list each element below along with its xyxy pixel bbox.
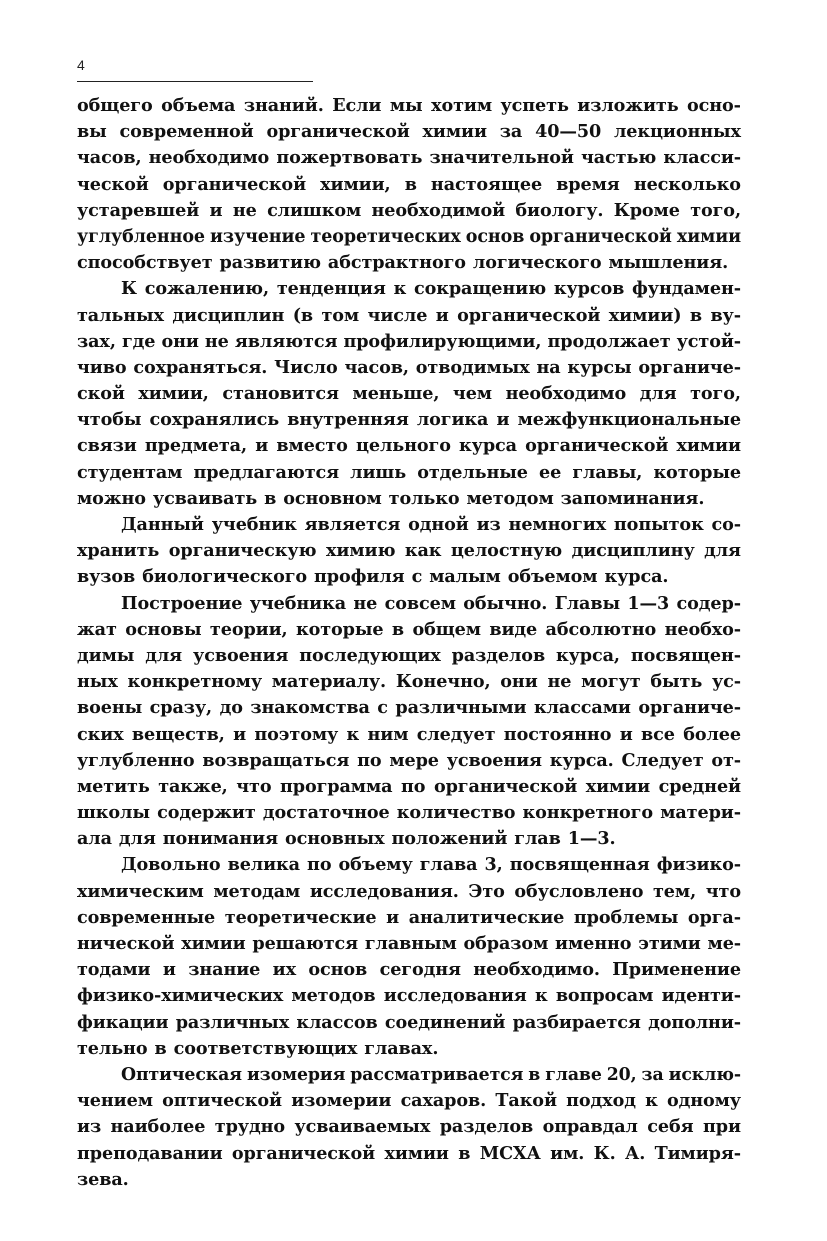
text-line: ных конкретному материалу. Конечно, они не могут быть ус- (77, 671, 741, 693)
text-line: вы современной органической химии за 40—50 лекционных (77, 121, 741, 143)
text-line: ских веществ, и поэтому к ним следует постоянно и все более (77, 723, 741, 745)
text-line: фикации различных классов соединений разбирается дополни- (77, 1011, 741, 1033)
text-line: воены сразу, до знакомства с различными классами органиче- (77, 697, 741, 719)
text-line: Построение учебника не совсем обычно. Главы 1—3 содер- (121, 592, 741, 614)
text-line: тодами и знание их основ сегодня необходимо. Применение (77, 959, 741, 981)
text-line: способствует развитию абстрактного логического мышления. (77, 252, 729, 274)
text-line: зах, где они не являются профилирующими, продолжает устой- (77, 330, 741, 352)
text-line: чтобы сохранялись внутренняя логика и межфункциональные (77, 409, 741, 431)
text-line: Оптическая изомерия рассматривается в главе 20, за исклю- (121, 1064, 741, 1085)
text-line: ческой органической химии, в настоящее время несколько (77, 173, 741, 195)
text-line: устаревшей и не слишком необходимой биологу. Кроме того, (77, 199, 741, 221)
text-line: димы для усвоения последующих разделов курса, посвящен- (77, 644, 741, 666)
text-line: вузов биологического профиля с малым объемом курса. (77, 566, 669, 588)
paragraph-4 (77, 591, 741, 853)
text-line: преподавании органической химии в МСХА им. К. А. Тимиря- (77, 1142, 741, 1164)
text-line: современные теоретические и аналитические проблемы орга- (77, 906, 741, 928)
text-line: жат основы теории, которые в общем виде абсолютно необхо- (77, 618, 741, 640)
page-number: 4 (77, 57, 85, 73)
text-line: зева. (77, 1168, 129, 1190)
text-line: К сожалению, тенденция к сокращению курсов фундамен- (121, 278, 741, 300)
text-line: углубленное изучение теоретических основ органической химии (77, 226, 741, 247)
text-line: из наиболее трудно усваиваемых разделов оправдал себя при (77, 1116, 741, 1138)
text-line: ала для понимания основных положений глав 1—3. (77, 828, 616, 850)
text-line: нической химии решаются главным образом именно этими ме- (77, 933, 741, 954)
text-line: тальных дисциплин (в том числе и органической химии) в ву- (77, 304, 741, 326)
text-line: общего объема знаний. Если мы хотим успеть изложить осно- (77, 95, 741, 116)
text-line: Довольно велика по объему глава 3, посвященная физико- (121, 854, 741, 876)
text-line: хранить органическую химию как целостную дисциплину для (77, 540, 741, 562)
paragraph-1 (77, 93, 741, 276)
text-line: часов, необходимо пожертвовать значительной частью класси- (77, 147, 741, 169)
text-line: тельно в соответствующих главах. (77, 1037, 439, 1059)
header-rule (77, 81, 313, 82)
text-line: школы содержит достаточное количество конкретного матери- (77, 802, 741, 824)
text-line: связи предмета, и вместо цельного курса органической химии (77, 435, 741, 457)
paragraph-2 (77, 276, 741, 512)
text-line: химическим методам исследования. Это обусловлено тем, что (77, 880, 741, 902)
text-line: студентам предлагаются лишь отдельные ее главы, которые (77, 461, 741, 483)
text-line: ской химии, становится меньше, чем необходимо для того, (77, 383, 741, 405)
paragraph-5 (77, 852, 741, 1062)
paragraph-6 (77, 1062, 741, 1193)
text-line: чением оптической изомерии сахаров. Такой подход к одному (77, 1090, 741, 1112)
text-line: метить также, что программа по органической химии средней (77, 775, 741, 797)
paragraph-3 (77, 512, 741, 591)
text-line: физико-химических методов исследования к вопросам иденти- (77, 985, 741, 1007)
text-line: Данный учебник является одной из немногих попыток со- (121, 514, 741, 535)
text-line: углубленно возвращаться по мере усвоения курса. Следует от- (77, 749, 741, 771)
text-line: чиво сохраняться. Число часов, отводимых на курсы органиче- (77, 356, 741, 378)
body-text (77, 93, 741, 1193)
text-line: можно усваивать в основном только методом запоминания. (77, 487, 705, 509)
